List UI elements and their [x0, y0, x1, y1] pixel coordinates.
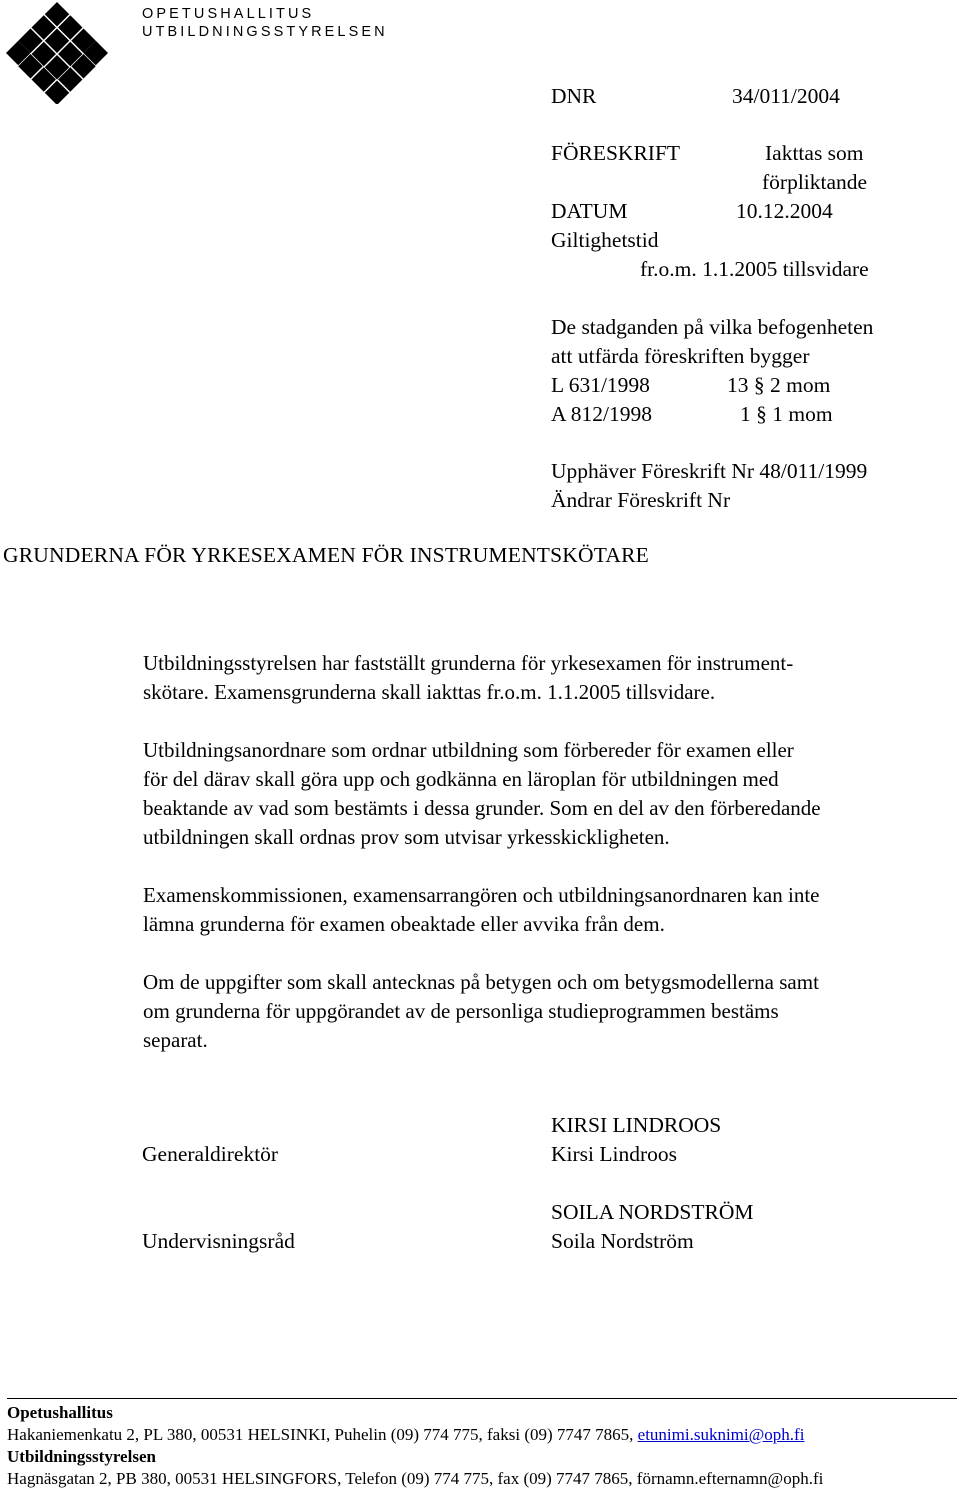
- header-org-finnish: OPETUSHALLITUS: [142, 6, 315, 22]
- footer-address-finnish: [7, 1424, 804, 1446]
- law-reference-1: L 631/1998: [551, 373, 650, 397]
- repeals-text: Upphäver Föreskrift Nr 48/011/1999: [551, 459, 868, 483]
- document-title: GRUNDERNA FÖR YRKESEXAMEN FÖR INSTRUMENTSKÖTARE: [3, 543, 649, 567]
- law-section-1: 13 § 2 mom: [727, 373, 831, 397]
- validity-value: fr.o.m. 1.1.2005 tillsvidare: [640, 257, 869, 281]
- footer-address-text: Hakaniemenkatu 2, PL 380, 00531 HELSINKI, Puhelin (09) 774 775, faksi (09) 7747 7865,: [7, 1425, 638, 1444]
- body-paragraph-1: [143, 649, 955, 707]
- signatory-1-name: Kirsi Lindroos: [551, 1142, 678, 1166]
- organization-logo: [6, 2, 108, 104]
- body-paragraph-4: [143, 968, 955, 1055]
- dnr-value: 34/011/2004: [732, 84, 840, 108]
- validity-label: Giltighetstid: [551, 228, 659, 252]
- footer-address-swedish: Hagnäsgatan 2, PB 380, 00531 HELSINGFORS, Telefon (09) 774 775, fax (09) 7747 7865, förnamn.efternamn@oph.fi: [7, 1469, 824, 1488]
- date-value: 10.12.2004: [736, 199, 833, 223]
- signatory-2-name: Soila Nordström: [551, 1229, 694, 1253]
- signatory-2-name-caps: SOILA NORDSTRÖM: [551, 1200, 754, 1224]
- paragraph-line: utbildningen skall ordnas prov som utvisar yrkesskickligheten.: [143, 825, 670, 849]
- paragraph-line: om grunderna för uppgörandet av de personliga studieprogrammen bestäms: [143, 999, 779, 1023]
- body-paragraph-2: [143, 736, 955, 852]
- signatory-1-role: Generaldirektör: [142, 1142, 279, 1166]
- authority-text-cont: att utfärda föreskriften bygger: [551, 344, 810, 368]
- document-type-value-cont: förpliktande: [762, 170, 868, 194]
- header-org-swedish: UTBILDNINGSSTYRELSEN: [142, 24, 388, 40]
- footer-email-link[interactable]: etunimi.suknimi@oph.fi: [637, 1425, 805, 1444]
- document-type-value: Iakttas som: [765, 141, 864, 165]
- paragraph-line: Examenskommissionen, examensarrangören och utbildningsanordnaren kan inte: [143, 883, 820, 907]
- paragraph-line: beaktande av vad som bestämts i dessa grunder. Som en del av den förberedande: [143, 796, 821, 820]
- paragraph-line: Utbildningsanordnare som ordnar utbildning som förbereder för examen eller: [143, 738, 794, 762]
- signatory-2-role: Undervisningsråd: [142, 1229, 295, 1253]
- paragraph-line: skötare. Examensgrunderna skall iakttas fr.o.m. 1.1.2005 tillsvidare.: [143, 680, 716, 704]
- date-label: DATUM: [551, 199, 628, 223]
- law-section-2: 1 § 1 mom: [740, 402, 833, 426]
- paragraph-line: lämna grunderna för examen obeaktade eller avvika från dem.: [143, 912, 665, 936]
- paragraph-line: för del därav skall göra upp och godkänna en läroplan för utbildningen med: [143, 767, 779, 791]
- amends-text: Ändrar Föreskrift Nr: [551, 488, 731, 512]
- footer-org-finnish: Opetushallitus: [7, 1403, 113, 1422]
- footer-divider: [7, 1398, 957, 1399]
- paragraph-line: separat.: [143, 1028, 208, 1052]
- authority-text: De stadganden på vilka befogenheten: [551, 315, 874, 339]
- signatory-1-name-caps: KIRSI LINDROOS: [551, 1113, 722, 1137]
- body-paragraph-3: [143, 881, 955, 939]
- law-reference-2: A 812/1998: [551, 402, 652, 426]
- dnr-label: DNR: [551, 84, 597, 108]
- paragraph-line: Om de uppgifter som skall antecknas på betygen och om betygsmodellerna samt: [143, 970, 819, 994]
- document-type-label: FÖRESKRIFT: [551, 141, 681, 165]
- footer-org-swedish: Utbildningsstyrelsen: [7, 1447, 156, 1466]
- paragraph-line: Utbildningsstyrelsen har fastställt grunderna för yrkesexamen för instrument-: [143, 651, 794, 675]
